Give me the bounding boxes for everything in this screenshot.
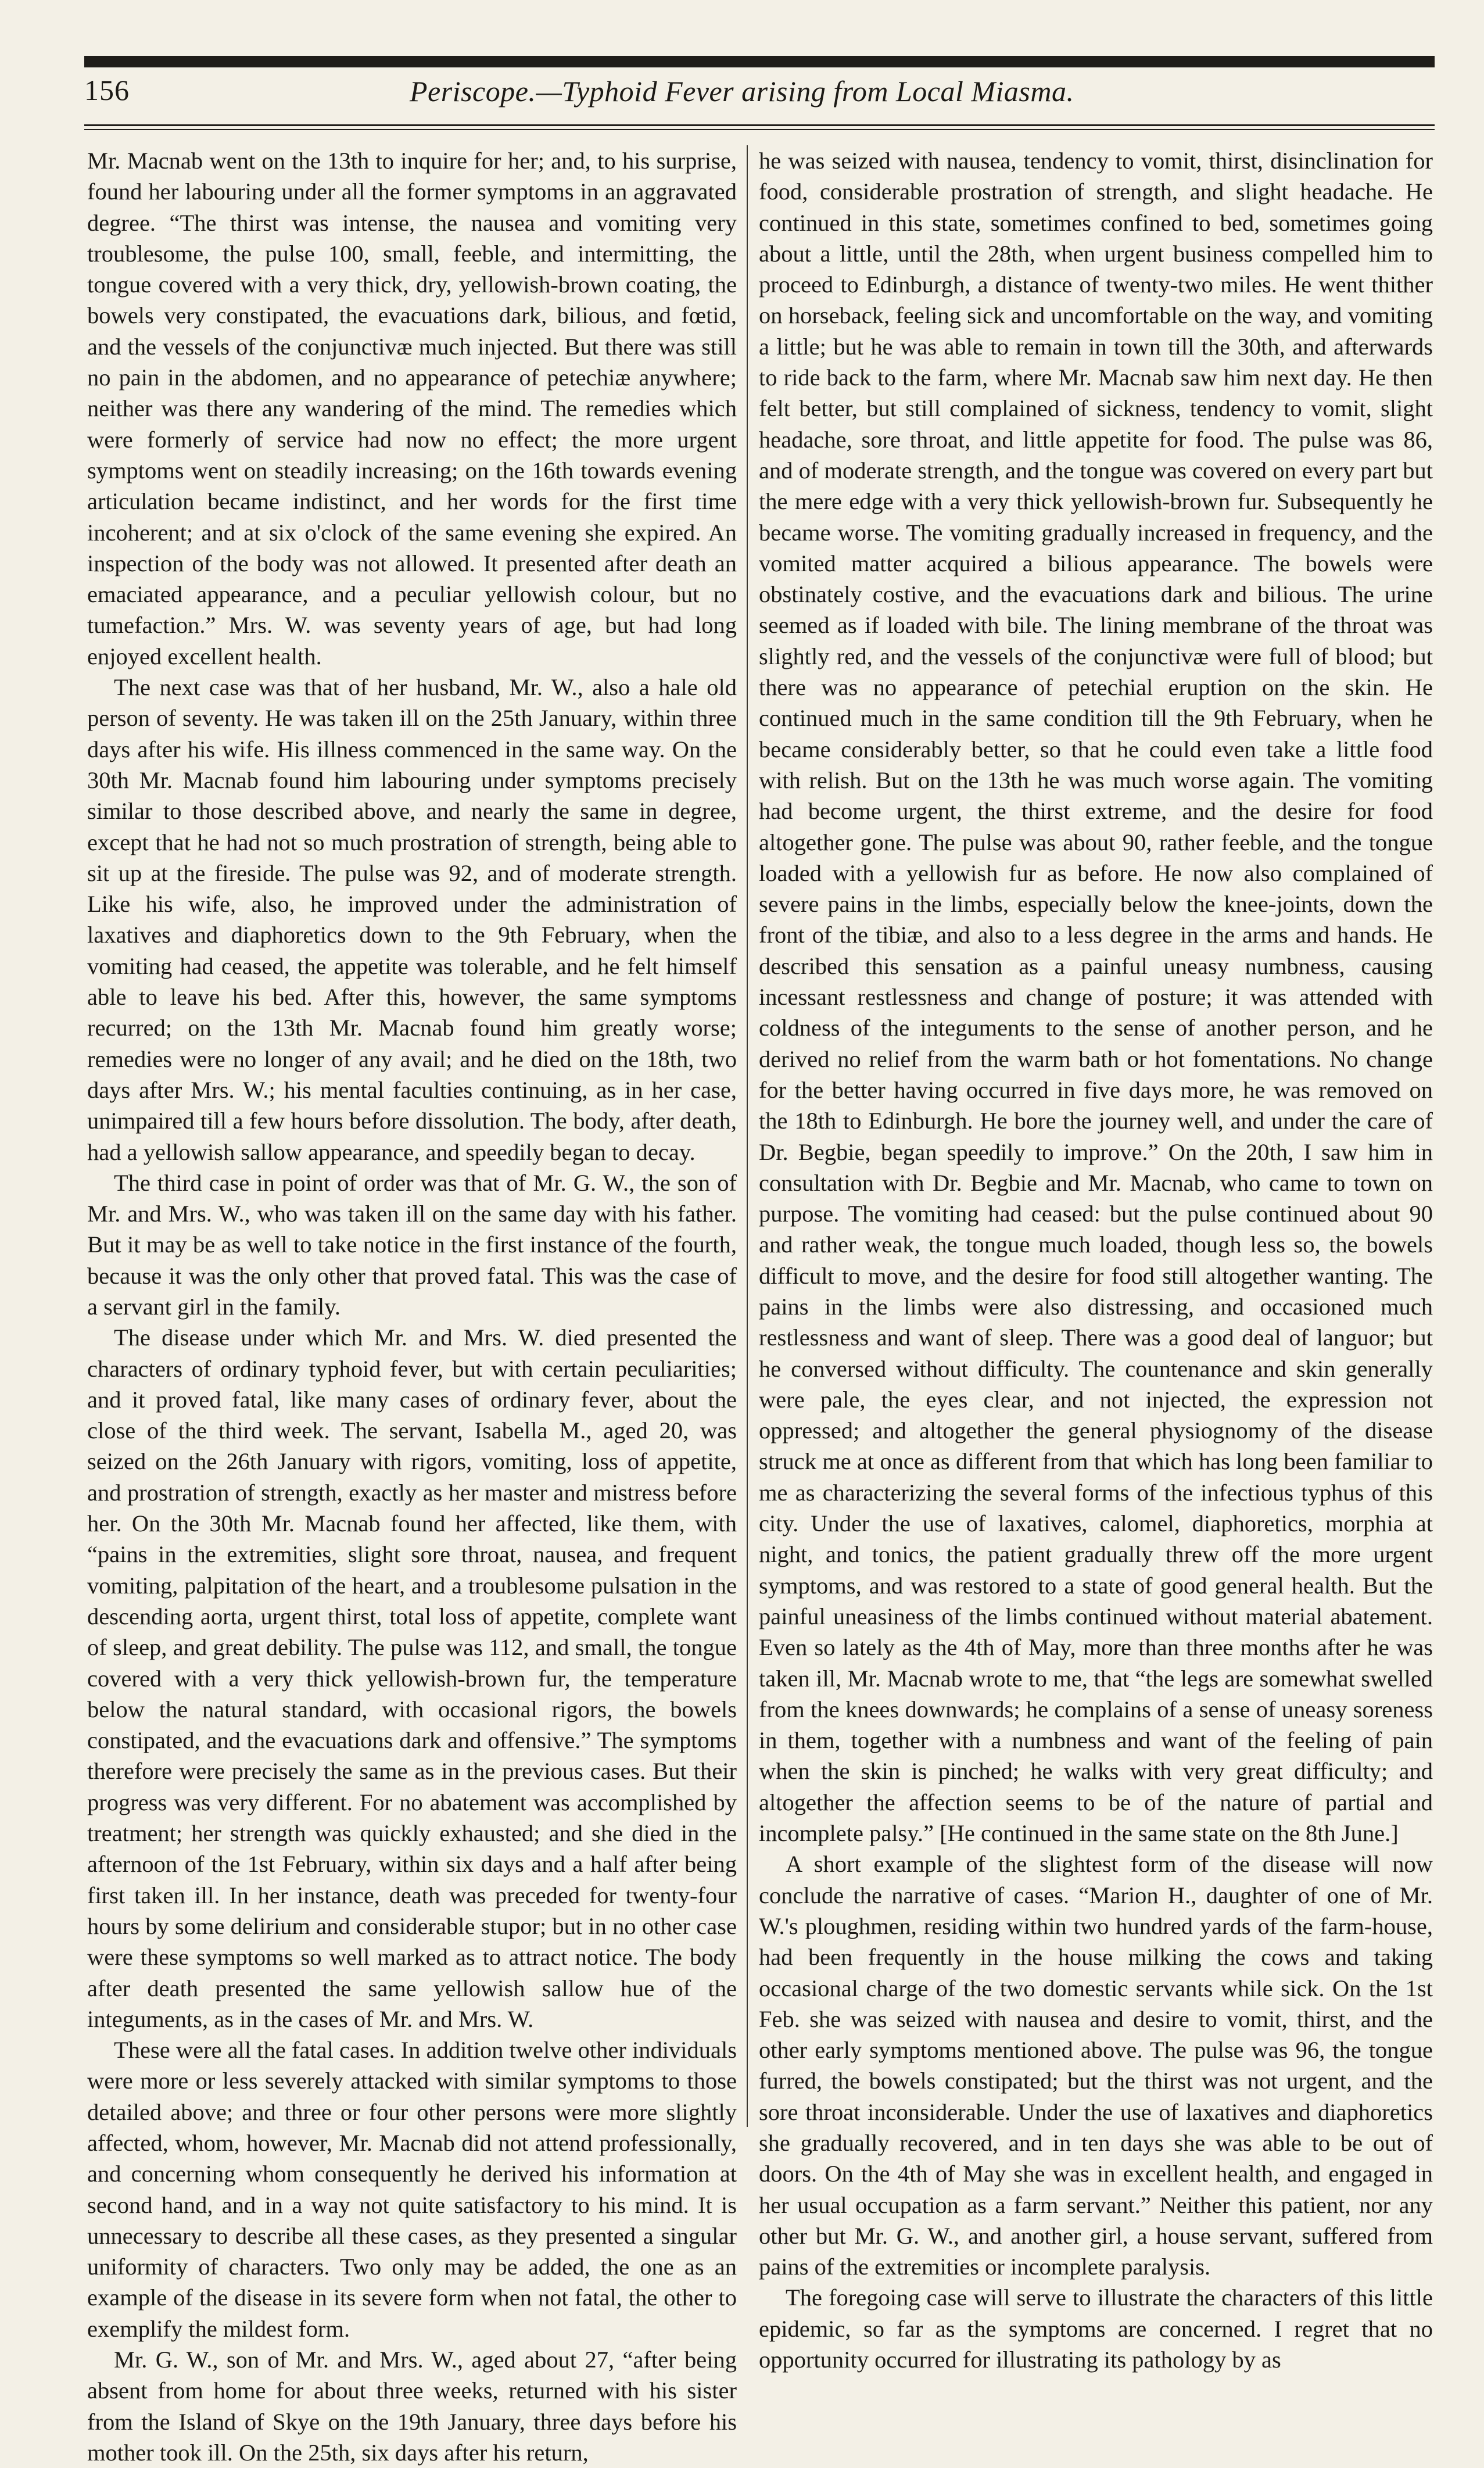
right-column <box>759 145 1433 2373</box>
paragraph: Mr. Macnab went on the 13th to inquire for her; and, to his surprise, found her labouring under all the former symptoms in an aggravated degree. “The thirst was intense, the nausea and vomiting very troublesome, the pulse 100, small, feeble, and intermitting, the tongue covered with a very thick, dry, yellowish-brown coating, the bowels very constipated, the evacuations dark, bilious, and fœtid, and the vessels of the conjunctivæ much injected. But there was still no pain in the abdomen, and no appearance of petechiæ anywhere; neither was there any wandering of the mind. The remedies which were formerly of service had now no effect; the more urgent symptoms went on steadily increasing; on the 16th towards evening articulation became indistinct, and her words for the first time incoherent; and at six o'clock of the same evening she expired. An inspection of the body was not allowed. It presented after death an emaciated appearance, and a peculiar yellowish colour, but no tumefaction.” Mrs. W. was seventy years of age, but had long enjoyed excellent health. <box>87 148 737 669</box>
column-divider <box>747 145 748 2127</box>
paragraph: A short example of the slightest form of the disease will now conclude the narrative of cases. “Marion H., daughter of one of Mr. W.'s ploughmen, residing within two hundred yards of the farm-house, had been frequently in the house milking the cows and taking occasional charge of the two domestic servants while sick. On the 1st Feb. she was seized with nausea and desire to vomit, thirst, and the other early symptoms mentioned above. The pulse was 96, the tongue furred, the bowels constipated; but the thirst was not urgent, and the sore throat inconsiderable. Under the use of laxatives and diaphoretics she gradually recovered, and in ten days she was able to be out of doors. On the 4th of May she was in excellent health, and engaged in her usual occupation as a farm servant.” Neither this patient, nor any other but Mr. G. W., and another girl, a house servant, suffered from pains of the extremities or incomplete paralysis. <box>759 1851 1433 2280</box>
page-header <box>84 69 1435 122</box>
paragraph: The next case was that of her husband, Mr. W., also a hale old person of seventy. He was taken ill on the 25th January, within three days after his wife. His illness commenced in the same way. On the 30th Mr. Macnab found him labouring under symptoms precisely similar to those described above, and nearly the same in degree, except that he had not so much prostration of strength, being able to sit up at the fireside. The pulse was 92, and of moderate strength. Like his wife, also, he improved under the administration of laxatives and diaphoretics down to the 9th February, when the vomiting had ceased, the appetite was tolerable, and he felt himself able to leave his bed. After this, however, the same symptoms recurred; on the 13th Mr. Macnab found him greatly worse; remedies were no longer of any avail; and he died on the 18th, two days after Mrs. W.; his mental faculties continuing, as in her case, unimpaired till a few hours before dissolution. The body, after death, had a yellowish sallow appearance, and speedily began to decay. <box>87 674 737 1165</box>
page-number: 156 <box>84 74 130 106</box>
paragraph: he was seized with nausea, tendency to vomit, thirst, disinclination for food, considerable prostration of strength, and slight headache. He continued in this state, sometimes confined to bed, sometimes going about a little, until the 28th, when urgent business compelled him to proceed to Edinburgh, a distance of twenty-two miles. He went thither on horseback, feeling sick and uncomfortable on the way, and vomiting a little; but he was able to remain in town till the 30th, and afterwards to ride back to the farm, where Mr. Macnab saw him next day. He then felt better, but still complained of sickness, tendency to vomit, slight headache, sore throat, and little appetite for food. The pulse was 86, and of moderate strength, and the tongue was covered on every part but the mere edge with a very thick yellowish-brown fur. Subsequently he became worse. The vomiting gradually increased in frequency, and the vomited matter acquired a bilious appearance. The bowels were obstinately costive, and the evacuations dark and bilious. The urine seemed as if loaded with bile. The lining membrane of the throat was slightly red, and the vessels of the conjunctivæ were full of blood; but there was no appearance of petechial eruption on the skin. He continued much in the same condition till the 9th February, when he became considerably better, so that he could even take a little food with relish. But on the 13th he was much worse again. The vomiting had become urgent, the thirst extreme, and the desire for food altogether gone. The pulse was about 90, rather feeble, and the tongue loaded with a yellowish fur as before. He now also complained of severe pains in the limbs, especially below the knee-joints, down the front of the tibiæ, and also to a less degree in the arms and hands. He described this sensation as a painful uneasy numbness, causing incessant restlessness and change of posture; it was attended with coldness of the integuments to the sense of another person, and he derived no relief from the warm bath or hot fomentations. No change for the better having occurred in five days more, he was removed on the 18th to Edinburgh. He bore the journey well, and under the care of Dr. Begbie, began speedily to improve.” On the 20th, I saw him in consultation with Dr. Begbie and Mr. Macnab, who came to town on purpose. The vomiting had ceased: but the pulse continued about 90 and rather weak, the tongue much loaded, though less so, the bowels difficult to move, and the desire for food still altogether wanting. The pains in the limbs were also distressing, and occasioned much restlessness and want of sleep. There was a good deal of languor; but he conversed without difficulty. The countenance and skin generally were pale, the eyes clear, and not injected, the expression not oppressed; and altogether the general physiognomy of the disease struck me at once as different from that which has long been familiar to me as characterizing the several forms of the infectious typhus of this city. Under the use of laxatives, calomel, diaphoretics, morphia at night, and tonics, the patient gradually threw off the more urgent symptoms, and was restored to a state of good general health. But the painful uneasiness of the limbs continued without material abatement. Even so lately as the 4th of May, more than three months after he was taken ill, Mr. Macnab wrote to me, that “the legs are somewhat swelled from the knees downwards; he complains of a sense of uneasy soreness in them, together with a numbness and want of the feeling of pain when the skin is pinched; he walks with very great difficulty; and altogether the affection seems to be of the nature of partial and incomplete palsy.” [He continued in the same state on the 8th June.] <box>759 148 1433 1847</box>
left-column <box>87 145 737 2466</box>
paragraph: The disease under which Mr. and Mrs. W. died presented the characters of ordinary typhoid fever, but with certain peculiarities; and it proved fatal, like many cases of ordinary fever, about the close of the third week. The servant, Isabella M., aged 20, was seized on the 26th January with rigors, vomiting, loss of appetite, and prostration of strength, exactly as her master and mistress before her. On the 30th Mr. Macnab found her affected, like them, with “pains in the extremities, slight sore throat, nausea, and frequent vomiting, palpitation of the heart, and a troublesome pulsation in the descending aorta, urgent thirst, total loss of appetite, complete want of sleep, and great debility. The pulse was 112, and small, the tongue covered with a very thick yellowish-brown fur, the temperature below the natural standard, with occasional rigors, the bowels constipated, and the evacuations dark and offensive.” The symptoms therefore were precisely the same as in the previous cases. But their progress was very different. For no abatement was accomplished by treatment; her strength was quickly exhausted; and she died in the afternoon of the 1st February, within six days and a half after being first taken ill. In her instance, death was preceded for twenty-four hours by some delirium and considerable stupor; but in no other case were these symptoms so well marked as to attract notice. The body after death presented the same yellowish sallow hue of the integuments, as in the cases of Mr. and Mrs. W. <box>87 1324 737 2032</box>
paragraph: The foregoing case will serve to illustrate the characters of this little epidemic, so far as the symptoms are concerned. I regret that no opportunity occurred for illustrating its pathology by as <box>759 2284 1433 2373</box>
paragraph: These were all the fatal cases. In addition twelve other individuals were more or less severely attacked with similar symptoms to those detailed above; and three or four other persons were more slightly affected, whom, however, Mr. Macnab did not attend professionally, and concerning whom consequently he derived his information at second hand, and in a way not quite satisfactory to his mind. It is unnecessary to describe all these cases, as they presented a singular uniformity of characters. Two only may be added, the one as an example of the disease in its severe form when not fatal, the other to exemplify the mildest form. <box>87 2037 737 2342</box>
paragraph: The third case in point of order was that of Mr. G. W., the son of Mr. and Mrs. W., who was taken ill on the same day with his father. But it may be as well to take notice in the first instance of the fourth, because it was the only other that proved fatal. This was the case of a servant girl in the family. <box>87 1169 737 1320</box>
top-rule <box>84 56 1435 67</box>
header-rule-secondary <box>84 129 1435 130</box>
header-rule <box>84 124 1435 126</box>
paragraph: Mr. G. W., son of Mr. and Mrs. W., aged about 27, “after being absent from home for about three weeks, returned with his sister from the Island of Skye on the 19th January, three days before his mother took ill. On the 25th, six days after his return, <box>87 2347 737 2466</box>
running-head: Periscope.—Typhoid Fever arising from Local Miasma. <box>410 75 1074 108</box>
